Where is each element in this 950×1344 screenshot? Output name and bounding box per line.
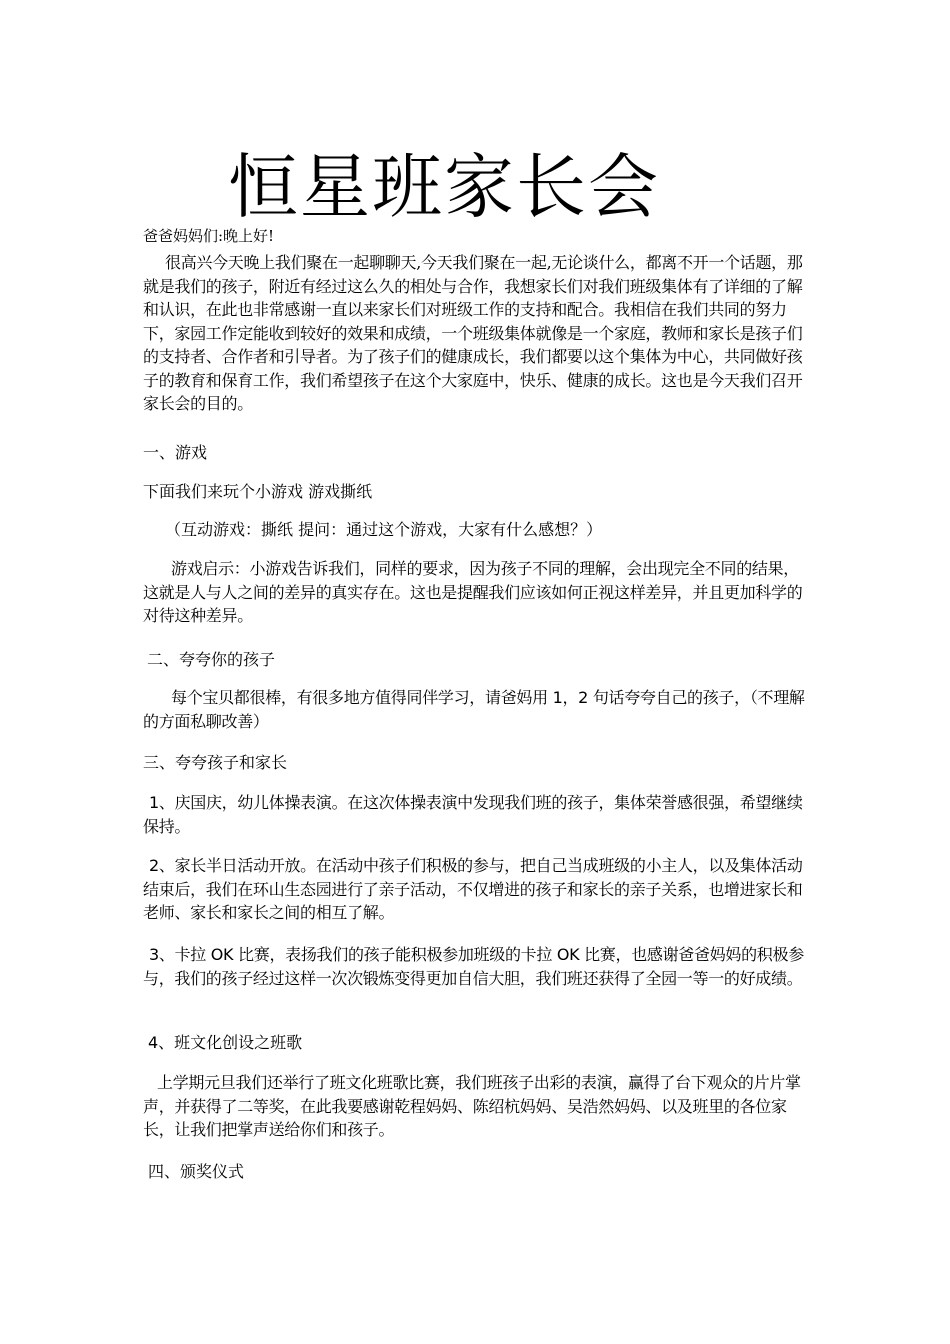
praise-item-4-heading: 4、班文化创设之班歌 [148,1033,303,1052]
intro-rest: 无论谈什么，都离不开一个话题，那就是我们的孩子，附近有经过这么久的相处与合作，我想家长们对我们班级集体有了详细的了解和认识，在此也非常感谢一直以来家长们对班级工作的支持和配合。我相信在我们共同的努力下，家园工作定能收到较好的效果和成绩，一个班级集体就像是一个家庭，教师和家长是孩子们的支持者、合作者和引导者。为了孩子们的健康成长，我们都要以这个集体为中心，共同做好孩子的教育和保育工作，我们希望孩子在这个大家庭中，快乐、健康的成长。这也是今天我们召开家长会的目的。 [143,253,803,413]
praise-item-1: 1、庆国庆，幼儿体操表演。在这次体操表演中发现我们班的孩子，集体荣誉感很强，希望继续保持。 [143,793,803,836]
section-heading-game: 一、游戏 [143,443,208,462]
game-intro-line: 下面我们来玩个小游戏 游戏撕纸 [143,482,373,501]
document-title: 恒星班家长会 [228,146,660,228]
praise-item-4-paragraph: 上学期元旦我们还举行了班文化班歌比赛，我们班孩子出彩的表演，赢得了台下观众的片片掌声，并获得了二等奖，在此我要感谢乾程妈妈、陈绍杭妈妈、吴浩然妈妈、以及班里的各位家长，让我们把掌声送给你们和孩子。 [143,1073,801,1139]
praise-item-3: 3、卡拉 OK 比赛，表扬我们的孩子能积极参加班级的卡拉 OK 比赛，也感谢爸爸妈妈的积极参与，我们的孩子经过这样一次次锻炼变得更加自信大胆，我们班还获得了全园一等一的好成绩。 [143,945,804,988]
intro-paragraph [143,251,813,416]
game-insight-paragraph: 游戏启示：小游戏告诉我们，同样的要求，因为孩子不同的理解，会出现完全不同的结果，这就是人与人之间的差异的真实存在。这也是提醒我们应该如何正视这样差异，并且更加科学的对待这种差异。 [143,559,803,625]
game-interaction: （互动游戏：撕纸 提问：通过这个游戏，大家有什么感想？） [165,520,603,539]
section-heading-praise-child: 二、夸夸你的孩子 [147,650,276,669]
praise-child-paragraph: 每个宝贝都很棒，有很多地方值得同伴学习，请爸妈用 1，2 句话夸夸自己的孩子，（不理解的方面私聊改善） [143,688,805,731]
section-heading-praise-both: 三、夸夸孩子和家长 [143,753,288,772]
praise-item-2: 2、家长半日活动开放。在活动中孩子们积极的参与，把自己当成班级的小主人，以及集体活动结束后，我们在环山生态园进行了亲子活动，不仅增进的孩子和家长的亲子关系，也增进家长和老师、家长和家长之间的相互了解。 [143,856,803,922]
section-heading-awards: 四、颁奖仪式 [148,1162,245,1181]
intro-lead: 很高兴今天晚上我们聚在一起聊聊天,今天我们聚在一起, [165,253,552,272]
greeting: 爸爸妈妈们:晚上好! [143,227,275,245]
